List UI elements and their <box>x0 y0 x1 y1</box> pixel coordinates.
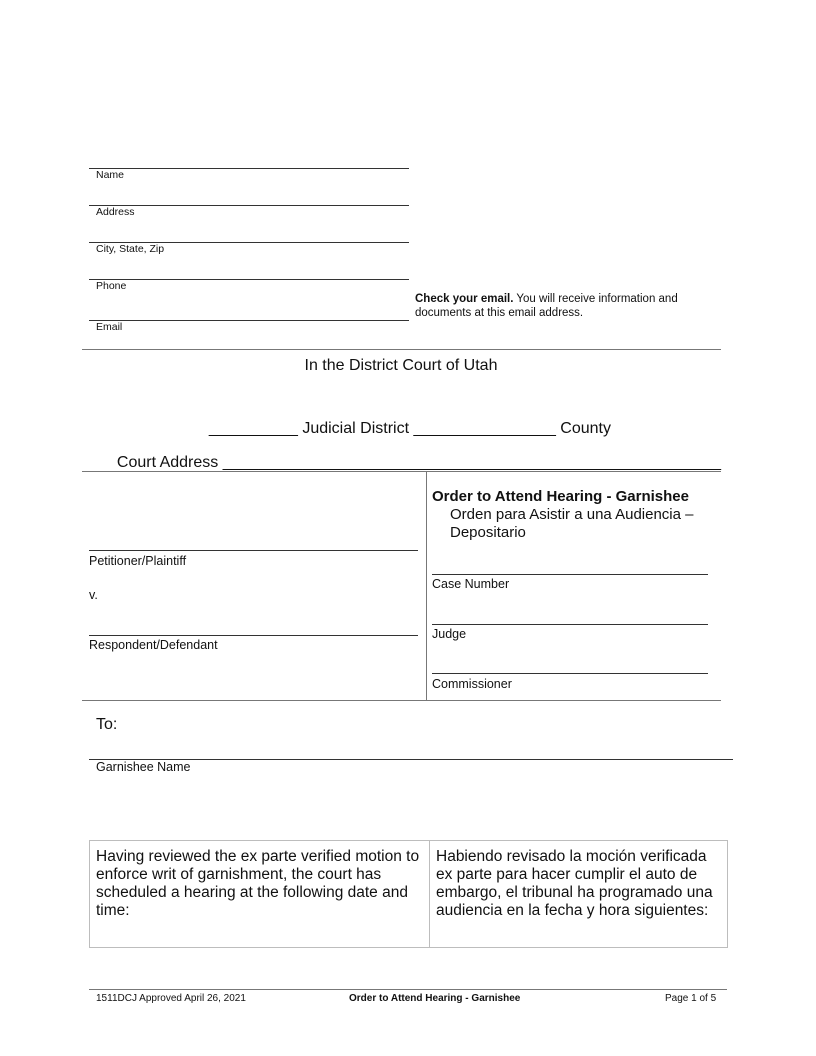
district-county-line <box>200 402 611 438</box>
county-label: County <box>560 420 611 437</box>
commissioner-label: Commissioner <box>432 677 512 691</box>
judge-line[interactable] <box>432 624 708 625</box>
address-label: Address <box>96 206 135 218</box>
document-title-spanish-2: Depositario <box>450 524 526 541</box>
document-title: Order to Attend Hearing - Garnishee <box>432 488 689 505</box>
footer-divider <box>89 989 727 990</box>
phone-label: Phone <box>96 280 127 292</box>
body-english: Having reviewed the ex parte verified motion to enforce writ of garnishment, the court has scheduled a hearing at the following date and time: <box>96 848 420 919</box>
city-state-zip-label: City, State, Zip <box>96 243 165 255</box>
name-label: Name <box>96 169 125 181</box>
court-address-blank[interactable]: ________________________________________________________ <box>222 454 722 471</box>
body-spanish: Habiendo revisado la moción verificada ex parte para hacer cumplir el auto de embargo, el tribunal ha programado una audiencia en la fecha y hora siguientes: <box>436 848 713 919</box>
email-note-bold: Check your email. <box>415 293 514 305</box>
to-label: To: <box>96 716 118 733</box>
respondent-line[interactable] <box>89 635 418 636</box>
footer-page-number: Page 1 of 5 <box>665 993 717 1004</box>
footer-form-id: 1511DCJ Approved April 26, 2021 <box>96 993 246 1004</box>
case-number-label: Case Number <box>432 577 510 591</box>
phone-line[interactable] <box>89 279 409 280</box>
judge-label: Judge <box>432 627 467 641</box>
caption-bottom-divider <box>82 700 721 701</box>
versus-label: v. <box>89 588 98 602</box>
email-line[interactable] <box>89 320 409 321</box>
county-blank[interactable]: ________________ <box>413 420 556 437</box>
court-top-divider <box>82 349 721 350</box>
respondent-label: Respondent/Defendant <box>89 638 218 652</box>
petitioner-label: Petitioner/Plaintiff <box>89 554 187 568</box>
email-note <box>415 292 715 320</box>
name-line[interactable] <box>89 168 409 169</box>
court-address-line <box>108 436 721 472</box>
petitioner-line[interactable] <box>89 550 418 551</box>
district-label: Judicial District <box>302 420 410 437</box>
caption-center-divider <box>426 471 427 700</box>
email-label: Email <box>96 321 123 333</box>
body-table-divider <box>429 840 430 948</box>
case-number-line[interactable] <box>432 574 708 575</box>
email-note-rest: You will receive information and <box>513 293 678 305</box>
address-line[interactable] <box>89 205 409 206</box>
footer-title: Order to Attend Hearing - Garnishee <box>349 993 521 1004</box>
document-title-spanish-1: Orden para Asistir a una Audiencia – <box>450 506 694 523</box>
email-note-line2: documents at this email address. <box>415 307 584 319</box>
court-title: In the District Court of Utah <box>304 357 498 374</box>
garnishee-name-label: Garnishee Name <box>96 760 191 774</box>
commissioner-line[interactable] <box>432 673 708 674</box>
caption-top-divider <box>82 471 721 472</box>
district-blank[interactable]: __________ <box>208 420 298 437</box>
court-address-label: Court Address <box>116 454 219 471</box>
